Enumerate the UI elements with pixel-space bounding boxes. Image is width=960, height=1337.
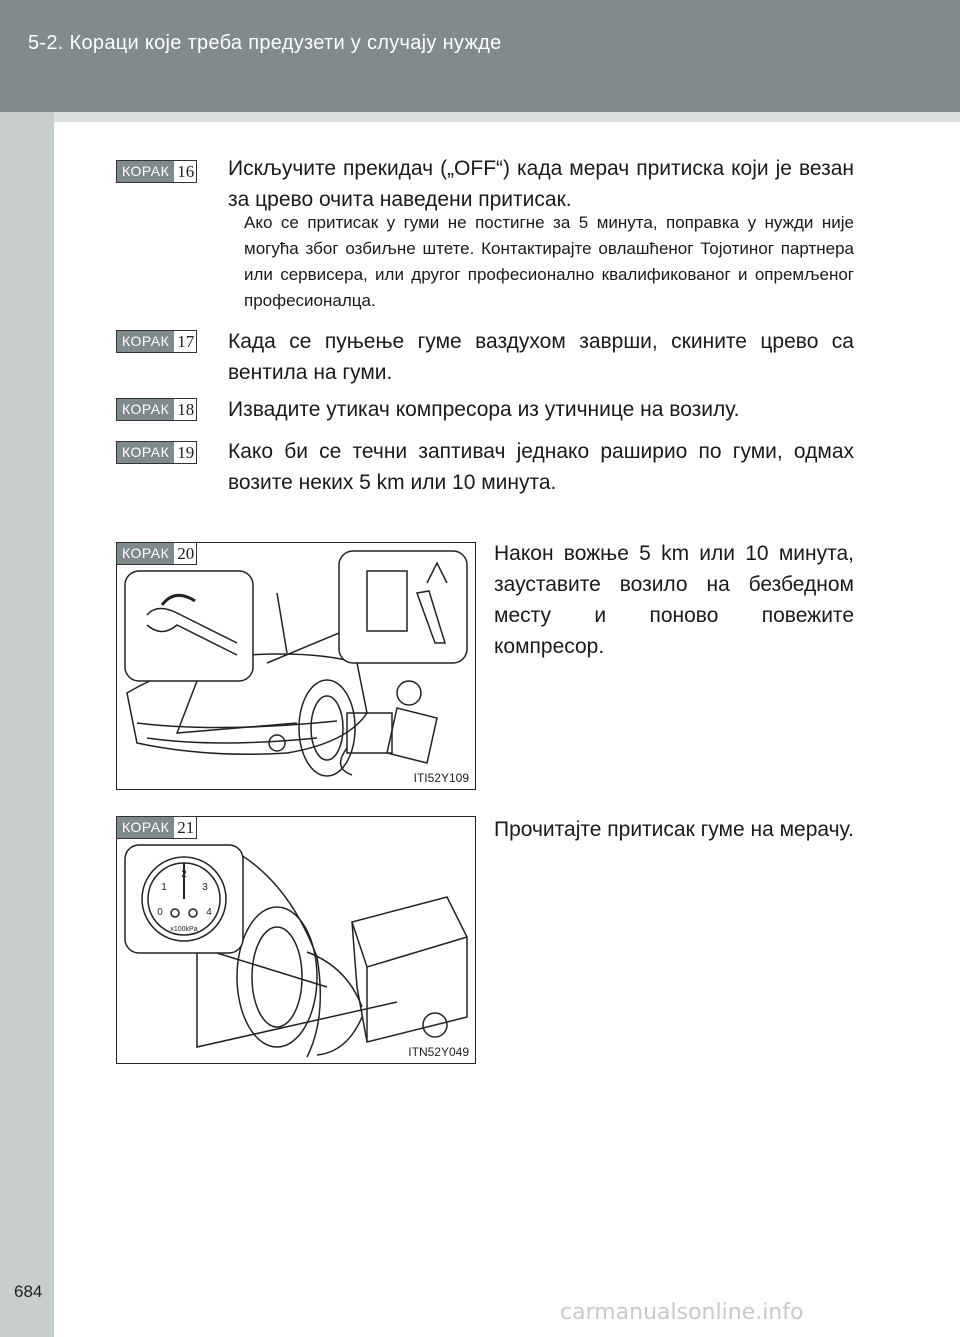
side-margin-bar [0, 112, 54, 1337]
step-16-note: Ако се притисак у гуми не постигне за 5 минута, поправка у нужди није могућа због озбиљне штете. Контактирајте овлашћеног Тојотиног партнера или сервисера, или другог професионално квалификованог и опремљеног професионалца. [244, 213, 854, 310]
page-number: 684 [14, 1282, 43, 1301]
car-compressor-illustration [117, 543, 475, 789]
pressure-gauge-illustration [117, 817, 475, 1063]
step-17-text: Када се пуњење гуме ваздухом заврши, скините црево са вентила на гуми. [228, 330, 854, 384]
page-header [0, 0, 960, 112]
step-19-text: Како би се течни заптивач једнако раширио по гуми, одмах возите неких 5 km или 10 минута. [228, 440, 854, 494]
section-title: 5-2. Кораци које треба предузети у случају нужде [28, 32, 502, 54]
figure-gauge-reading [116, 816, 476, 1064]
step-21-badge [116, 816, 197, 839]
step-18-badge [116, 398, 197, 421]
figure-compressor-reconnect [116, 542, 476, 790]
step-16-badge [116, 160, 197, 183]
step-19-badge [116, 441, 197, 464]
watermark: carmanualsonline.info [560, 1300, 804, 1325]
step-20-badge [116, 542, 197, 565]
step-number: 21 [177, 818, 195, 837]
step-20-text: Након вожње 5 km или 10 минута, зауставите возило на безбедном месту и поново повежите компресор. [494, 542, 854, 658]
step-number: 20 [177, 544, 195, 563]
header-shadow-strip [54, 112, 960, 122]
step-number: 16 [177, 162, 195, 181]
figure-code: ITN52Y049 [408, 1045, 469, 1059]
gauge-tick-0: 0 [157, 907, 163, 918]
step-label: КОРАК [117, 399, 174, 420]
gauge-tick-2: 2 [181, 869, 187, 880]
step-number: 19 [177, 443, 195, 462]
figure-code: ITI52Y109 [413, 771, 469, 785]
step-number: 18 [177, 400, 195, 419]
gauge-unit: x100kPa [170, 926, 198, 933]
gauge-tick-4: 4 [206, 907, 212, 918]
step-label: КОРАК [117, 817, 174, 838]
step-label: КОРАК [117, 442, 174, 463]
gauge-tick-3: 3 [202, 882, 208, 893]
step-18-text: Извадите утикач компресора из утичнице на возилу. [228, 398, 740, 421]
step-label: КОРАК [117, 331, 174, 352]
step-number: 17 [177, 332, 195, 351]
gauge-tick-1: 1 [161, 882, 167, 893]
step-label: КОРАК [117, 543, 174, 564]
step-16-text: Искључите прекидач („OFF“) када мерач притиска који је везан за црево очита наведени притисак. [228, 157, 854, 211]
step-17-badge [116, 330, 197, 353]
step-21-text: Прочитајте притисак гуме на мерачу. [494, 818, 854, 841]
step-label: КОРАК [117, 161, 174, 182]
